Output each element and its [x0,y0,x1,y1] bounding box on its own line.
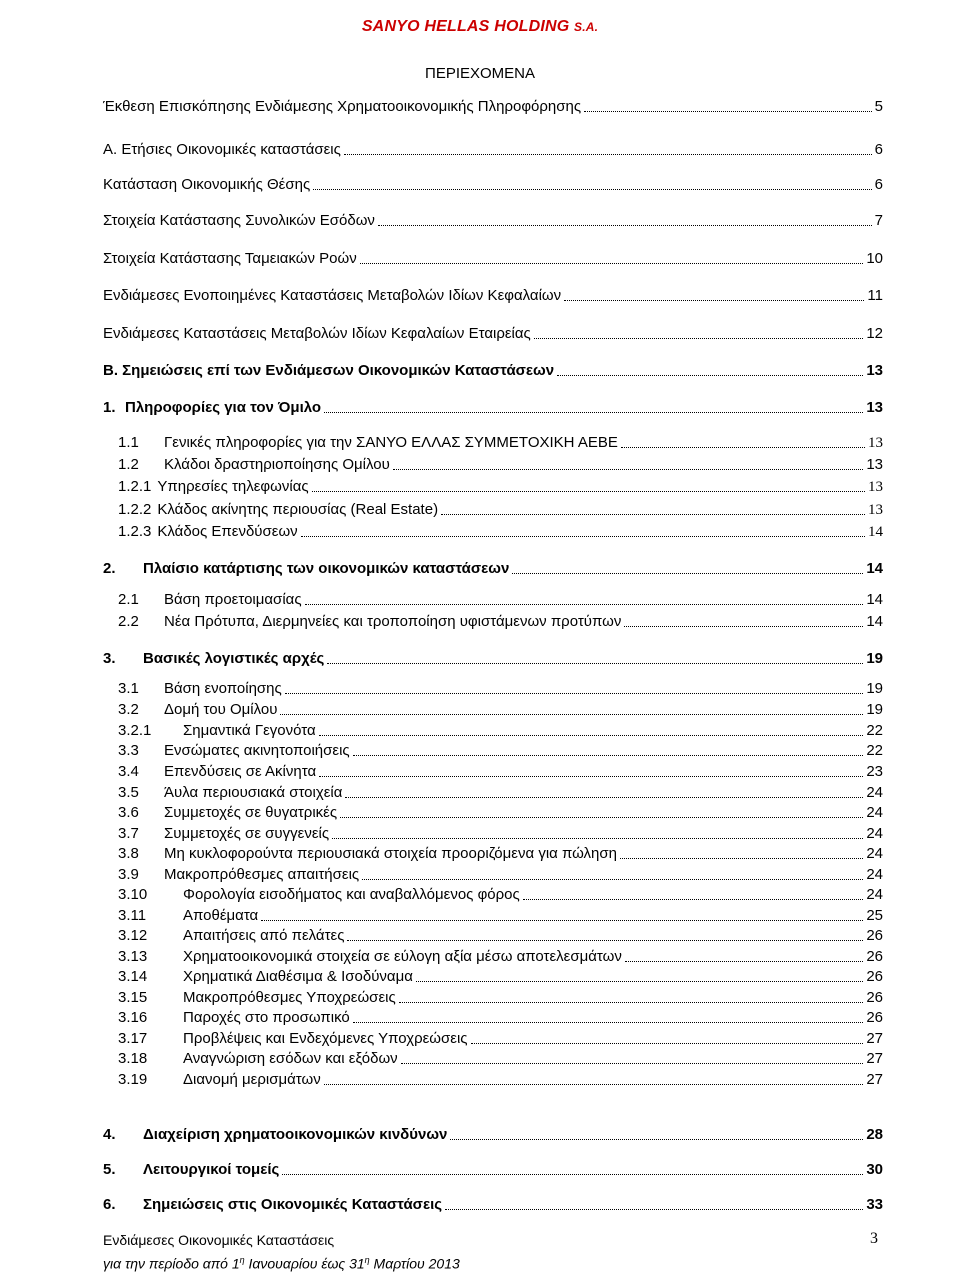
toc-entry-number: 3.16 [118,1009,148,1026]
toc-entry-page: 26 [866,1009,883,1026]
toc-entry[interactable] [118,432,883,452]
toc-entry-page: 6 [874,176,883,193]
toc-entry-number: 3.2 [118,701,139,718]
toc-entry-title: Μη κυκλοφορούντα περιουσιακά στοιχεία προοριζόμενα για πώληση [164,845,617,862]
toc-entry-title: Συμμετοχές σε συγγενείς [164,825,330,842]
toc-entry-page: 24 [866,784,883,801]
toc-entry[interactable] [103,248,883,268]
toc-entry-number: 3.3 [118,742,139,759]
toc-entry-number: 3.7 [118,825,139,842]
toc-entry[interactable] [118,678,883,698]
toc-entry-page: 11 [867,287,883,304]
toc-entry-number: 3.1 [118,680,139,697]
toc-entry-page: 24 [866,845,883,862]
toc-entry-page: 26 [866,989,883,1006]
footer-text [103,1230,460,1274]
toc-entry-number: 3.10 [118,886,148,903]
toc-entry-page: 27 [866,1050,883,1067]
toc-entry[interactable] [103,558,883,578]
toc-entry[interactable] [103,1194,883,1214]
toc-entry-page: 19 [866,680,883,697]
toc-entry[interactable] [118,761,883,781]
page-number: 3 [870,1230,878,1247]
toc-entry-title: Νέα Πρότυπα, Διερμηνείες και τροποποίηση υφιστάμενων προτύπων [164,613,622,630]
toc-entry-page: 26 [866,927,883,944]
toc-entry-title: Λειτουργικοί τομείς [143,1161,280,1178]
toc-entry[interactable] [103,1159,883,1179]
toc-entry-title: Πλαίσιο κατάρτισης των οικονομικών καταστάσεων [143,560,510,577]
toc-entry[interactable] [118,521,883,541]
toc-entry[interactable] [118,611,883,631]
toc-entry[interactable] [103,174,883,194]
toc-dot-leader [620,858,863,859]
toc-dot-leader [399,1002,864,1003]
toc-entry-number: 2. [103,560,116,577]
toc-entry-number: 2.1 [118,591,139,608]
toc-entry-page: 13 [868,479,883,495]
toc-entry-number: 1.2.3 [118,523,152,540]
toc-dot-leader [557,375,863,376]
toc-entry[interactable] [118,782,883,802]
toc-entry-page: 14 [866,591,883,608]
toc-dot-leader [624,626,863,627]
toc-dot-leader [285,693,864,694]
toc-entry[interactable] [118,499,883,519]
toc-dot-leader [345,797,863,798]
toc-entry-number: 3.14 [118,968,148,985]
toc-dot-leader [362,879,863,880]
toc-dot-leader [324,1084,864,1085]
toc-entry-number: 2.2 [118,613,139,630]
toc-entry-title: Αναγνώριση εσόδων και εξόδων [183,1050,398,1067]
toc-entry-title: Βάση προετοιμασίας [164,591,302,608]
toc-entry-title: Φορολογία εισοδήματος και αναβαλλόμενος φόρος [183,886,520,903]
toc-entry-title: Προβλέψεις και Ενδεχόμενες Υποχρεώσεις [183,1030,468,1047]
toc-entry[interactable] [103,648,883,668]
toc-entry-page: 13 [866,456,883,473]
toc-entry-title: Ενδιάμεσες Ενοποιημένες Καταστάσεις Μεταβολών Ιδίων Κεφαλαίων [103,287,562,304]
toc-entry-page: 6 [874,141,883,158]
toc-entry-number: 3.13 [118,948,148,965]
toc-entry-page: 27 [866,1071,883,1088]
toc-dot-leader [301,536,865,537]
toc-entry-number: 3.19 [118,1071,148,1088]
toc-entry[interactable] [103,210,883,230]
toc-entry-title: Γενικές πληροφορίες για την ΣΑΝΥΟ ΕΛΛΑΣ ΣΥΜΜΕΤΟΧΙΚΗ ΑΕΒΕ [164,434,618,451]
toc-entry[interactable] [118,987,883,1007]
toc-dot-leader [445,1209,863,1210]
toc-entry-page: 23 [866,763,883,780]
toc-entry-number: 3.6 [118,804,139,821]
toc-entry-title: Μακροπρόθεσμες απαιτήσεις [164,866,360,883]
toc-dot-leader [313,189,871,190]
toc-entry-number: 3.5 [118,784,139,801]
toc-entry-title: Διαχείριση χρηματοοικονομικών κινδύνων [143,1126,448,1143]
toc-dot-leader [621,447,865,448]
toc-entry-page: 14 [866,560,883,577]
toc-dot-leader [378,225,872,226]
toc-entry[interactable] [103,1124,883,1144]
toc-entry-page: 33 [866,1196,883,1213]
toc-entry[interactable] [118,864,883,884]
toc-entry[interactable] [103,285,883,305]
toc-entry-number: 3.4 [118,763,139,780]
toc-entry-title: Απαιτήσεις από πελάτες [183,927,345,944]
toc-entry-title: Έκθεση Επισκόπησης Ενδιάμεσης Χρηματοοικονομικής Πληροφόρησης [103,98,582,115]
toc-entry[interactable] [103,96,883,116]
toc-entry-number: 6. [103,1196,116,1213]
toc-entry[interactable] [118,1028,883,1048]
toc-entry-page: 24 [866,804,883,821]
toc-entry-title: Πληροφορίες για τον Όμιλο [125,399,322,416]
toc-entry-page: 13 [868,502,883,518]
toc-entry-title: Άυλα περιουσιακά στοιχεία [164,784,343,801]
toc-entry-number: 1. [103,399,116,416]
toc-entry[interactable] [118,925,883,945]
toc-entry-page: 5 [874,98,883,115]
toc-entry-number: 3.11 [118,907,147,924]
toc-entry-page: 27 [866,1030,883,1047]
toc-entry-number: 5. [103,1161,116,1178]
toc-entry-title: Σημαντικά Γεγονότα [183,722,316,739]
toc-dot-leader [360,263,864,264]
toc-entry-title: Κλάδοι δραστηριοποίησης Ομίλου [164,456,390,473]
toc-dot-leader [312,491,865,492]
toc-entry-title: Αποθέματα [183,907,259,924]
toc-entry-title: Επενδύσεις σε Ακίνητα [164,763,317,780]
toc-entry-page: 22 [866,722,883,739]
toc-entry-page: 30 [866,1161,883,1178]
toc-dot-leader [282,1174,863,1175]
toc-entry-title: Χρηματικά Διαθέσιμα & Ισοδύναμα [183,968,413,985]
toc-entry-number: 3.9 [118,866,139,883]
toc-entry-page: 7 [874,212,883,229]
toc-entry-page: 19 [866,650,883,667]
toc-entry-page: 28 [866,1126,883,1143]
toc-entry-page: 13 [866,362,883,379]
toc-entry[interactable] [118,1069,883,1089]
brand-suffix: S.A. [574,20,599,34]
toc-entry-title: Β. Σημειώσεις επί των Ενδιάμεσων Οικονομικών Καταστάσεων [103,362,555,379]
toc-dot-leader [319,735,864,736]
toc-entry-title: Βάση ενοποίησης [164,680,282,697]
toc-dot-leader [401,1063,864,1064]
toc-entry-page: 12 [866,325,883,342]
toc-entry[interactable] [118,454,883,474]
toc-entry[interactable] [103,323,883,343]
toc-entry-number: 3.12 [118,927,148,944]
toc-entry-number: 3.15 [118,989,148,1006]
toc-dot-leader [584,111,872,112]
toc-entry[interactable] [118,966,883,986]
toc-dot-leader [564,300,864,301]
toc-dot-leader [450,1139,863,1140]
toc-entry-title: Παροχές στο προσωπικό [183,1009,350,1026]
toc-entry-title: Ενσώματες ακινητοποιήσεις [164,742,350,759]
toc-entry-page: 14 [866,613,883,630]
toc-entry-number: 1.2.1 [118,478,152,495]
toc-entry-page: 14 [868,524,883,540]
toc-title: ΠΕΡΙΕΧΟΜΕΝΑ [424,65,536,82]
toc-entry-title: Βασικές λογιστικές αρχές [143,650,325,667]
toc-dot-leader [353,755,864,756]
toc-dot-leader [471,1043,864,1044]
footer-line-1: Ενδιάμεσες Οικονομικές Καταστάσεις [103,1232,335,1248]
toc-dot-leader [332,838,863,839]
toc-dot-leader [441,514,865,515]
toc-entry[interactable] [103,397,883,417]
toc-entry[interactable] [118,720,883,740]
toc-dot-leader [625,961,863,962]
toc-entry-page: 19 [866,701,883,718]
toc-entry-page: 10 [866,250,883,267]
toc-dot-leader [344,154,872,155]
toc-entry-page: 13 [868,435,883,451]
toc-entry-title: Χρηματοοικονομικά στοιχεία σε εύλογη αξία μέσω αποτελεσμάτων [183,948,622,965]
toc-entry-title: Κατάσταση Οικονομικής Θέσης [103,176,311,193]
toc-entry-title: Ενδιάμεσες Καταστάσεις Μεταβολών Ιδίων Κεφαλαίων Εταιρείας [103,325,531,342]
toc-entry-title: Μακροπρόθεσμες Υποχρεώσεις [183,989,396,1006]
toc-entry-page: 24 [866,886,883,903]
toc-entry-number: 3. [103,650,116,667]
toc-entry[interactable] [118,884,883,904]
toc-entry-number: 3.2.1 [118,722,152,739]
toc-entry[interactable] [118,802,883,822]
toc-entry-number: 1.2 [118,456,139,473]
toc-entry[interactable] [118,589,883,609]
toc-entry-page: 22 [866,742,883,759]
toc-entry[interactable] [118,946,883,966]
toc-entry-number: 3.17 [118,1030,148,1047]
toc-entry-number: 3.18 [118,1050,148,1067]
toc-entry-title: Στοιχεία Κατάστασης Ταμειακών Ροών [103,250,357,267]
toc-entry[interactable] [118,1007,883,1027]
toc-entry-page: 25 [866,907,883,924]
toc-dot-leader [416,981,863,982]
toc-entry[interactable] [103,360,883,380]
toc-entry[interactable] [118,843,883,863]
toc-entry-number: 4. [103,1126,116,1143]
toc-entry-page: 24 [866,825,883,842]
toc-entry-page: 24 [866,866,883,883]
toc-dot-leader [305,604,864,605]
toc-entry-title: Σημειώσεις στις Οικονομικές Καταστάσεις [143,1196,443,1213]
toc-entry-number: 3.8 [118,845,139,862]
toc-dot-leader [324,412,863,413]
toc-dot-leader [280,714,863,715]
toc-entry-title: Κλάδος ακίνητης περιουσίας (Real Estate) [157,501,439,518]
toc-entry-page: 13 [866,399,883,416]
toc-dot-leader [353,1022,864,1023]
toc-dot-leader [512,573,863,574]
toc-entry[interactable] [118,1048,883,1068]
toc-dot-leader [327,663,863,664]
toc-entry[interactable] [118,699,883,719]
toc-entry-title: Συμμετοχές σε θυγατρικές [164,804,338,821]
toc-dot-leader [347,940,863,941]
toc-dot-leader [261,920,863,921]
toc-entry[interactable] [118,740,883,760]
footer-line-2: για την περίοδο από $1^\eta$ Ιανουαρίου έως $31^\eta$ Μαρτίου 2013 [103,1255,460,1272]
toc-dot-leader [319,776,863,777]
toc-dot-leader [340,817,863,818]
toc-entry[interactable] [118,476,883,496]
toc-entry-title: Διανομή μερισμάτων [183,1071,321,1088]
toc-entry-title: Κλάδος Επενδύσεων [157,523,298,540]
header-brand [0,18,960,36]
toc-entry-page: 26 [866,948,883,965]
toc-dot-leader [393,469,863,470]
toc-entry[interactable] [118,823,883,843]
toc-entry-number: 1.1 [118,434,139,451]
toc-dot-leader [523,899,864,900]
toc-entry-title: Υπηρεσίες τηλεφωνίας [157,478,309,495]
toc-entry-number: 1.2.2 [118,501,152,518]
toc-entry[interactable] [103,139,883,159]
toc-entry-title: Α. Ετήσιες Οικονομικές καταστάσεις [103,141,341,158]
toc-entry-title: Στοιχεία Κατάστασης Συνολικών Εσόδων [103,212,375,229]
toc-entry-page: 26 [866,968,883,985]
toc-entry[interactable] [118,905,883,925]
toc-dot-leader [534,338,864,339]
brand-name: SANYO HELLAS HOLDING [361,18,575,35]
toc-entry-title: Δομή του Ομίλου [164,701,278,718]
